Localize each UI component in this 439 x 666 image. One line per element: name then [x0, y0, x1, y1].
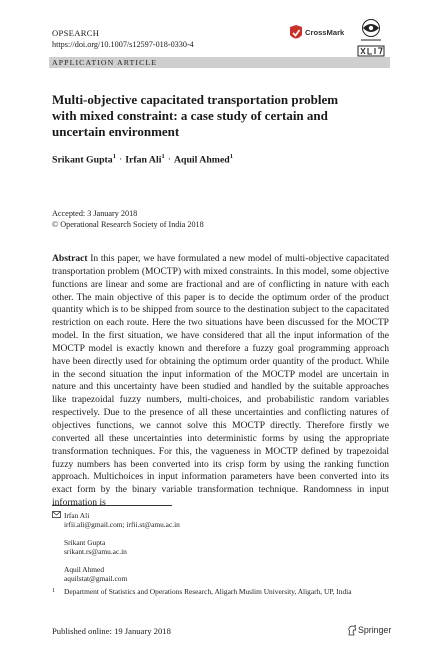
accepted-date: Accepted: 3 January 2018: [52, 209, 138, 218]
abstract-label: Abstract: [52, 253, 88, 264]
author-separator: ·: [167, 154, 171, 166]
article-title: Multi-objective capacitated transportation problem with mixed constraint: a case study of certain and uncertain environment: [52, 92, 339, 139]
journal-name: OPSEARCH: [52, 28, 100, 38]
abstract-text: In this paper, we have formulated a new model of multi-objective capacitated transportation problem (MOCTP) with mixed constraints. In this model, some objective functions are linear and some are fractional and are of conflicting in nature with each other. The main objective of this paper is to decide the optimum order of the product quantity which is to be shipped from source to the destination subject to the capacitated restriction on each route. Here the two situations have been discussed for the MOCTP model. In the first situation, we have considered that all the input information of the MOCTP model is exactly known and therefore a fuzzy goal programming approach have been directly used for obtaining the optimum order quantity of the product. While in the second situation the input information of the MOCTP model are uncertain in nature and this uncertainty have been studied and handled by the suitable approaches like trapezoidal fuzzy numbers, multi-choices, and probabilistic random variables respectively. Due to the presence of all these uncertainties and conflicting natures of objectives functions, we cannot solve this MOCTP directly. Therefore firstly we converted all these uncertainties into deterministic forms by using the appropriate transformation techniques. For this, the vagueness in MOCTP defined by trapezoidal fuzzy numbers has been converted into its crisp form by using the ranking function approach. Multichoices in input information parameters have been converted into its exact form by the binary variable transformation technique. Randomness in input information is: [52, 253, 389, 509]
article-type-label: APPLICATION ARTICLE: [52, 58, 158, 67]
contact-entry: [64, 565, 180, 584]
contact-name: Aquil Ahmed: [64, 564, 105, 574]
author-affiliation-mark: 1: [229, 153, 234, 160]
contact-email[interactable]: srikant.rs@amu.ac.in: [64, 547, 127, 557]
affiliation-text: Department of Statistics and Operations Research, Aligarh Muslim University, Aligarh, UP, India: [64, 587, 352, 596]
copyright-line: © Operational Research Society of India 2018: [52, 219, 204, 229]
author-name[interactable]: Irfan Ali: [125, 154, 162, 166]
author-affiliation-mark: 1: [161, 153, 165, 160]
author-name[interactable]: Srikant Gupta: [52, 154, 113, 166]
affiliation-number: 1: [52, 588, 55, 594]
author-name[interactable]: Aquil Ahmed: [173, 154, 230, 166]
crossmark-icon: [289, 25, 303, 42]
orsi-emblem-icon: [352, 18, 390, 60]
contact-name: Srikant Gupta: [64, 537, 106, 547]
abstract: [52, 253, 389, 510]
contact-entry: [64, 538, 180, 557]
contact-email[interactable]: aquilstat@gmail.com: [64, 574, 128, 584]
contact-email[interactable]: irfii.ali@gmail.com; irfii.st@amu.ac.in: [64, 520, 180, 530]
crossmark-badge[interactable]: [289, 25, 355, 42]
article-type-bar: [49, 57, 390, 68]
article-dates: [52, 209, 204, 231]
doi-link[interactable]: https://doi.org/10.1007/s12597-018-0330-4: [52, 40, 194, 49]
footnote-divider: [52, 505, 172, 506]
envelope-icon: [52, 511, 61, 518]
orsi-society-logo: [352, 18, 390, 60]
published-online-date: Published online: 19 January 2018: [52, 626, 171, 636]
contact-name: Irfan Ali: [64, 511, 90, 520]
author-separator: ·: [118, 154, 123, 166]
crossmark-label: CrossMark: [305, 28, 345, 37]
author-affiliation-mark: 1: [112, 153, 116, 160]
springer-horse-icon: [347, 625, 357, 636]
correspondence-list: [64, 511, 180, 591]
springer-label: Springer: [358, 625, 392, 635]
author-list: [52, 153, 233, 165]
contact-entry: [64, 511, 180, 530]
springer-logo: [347, 625, 397, 637]
